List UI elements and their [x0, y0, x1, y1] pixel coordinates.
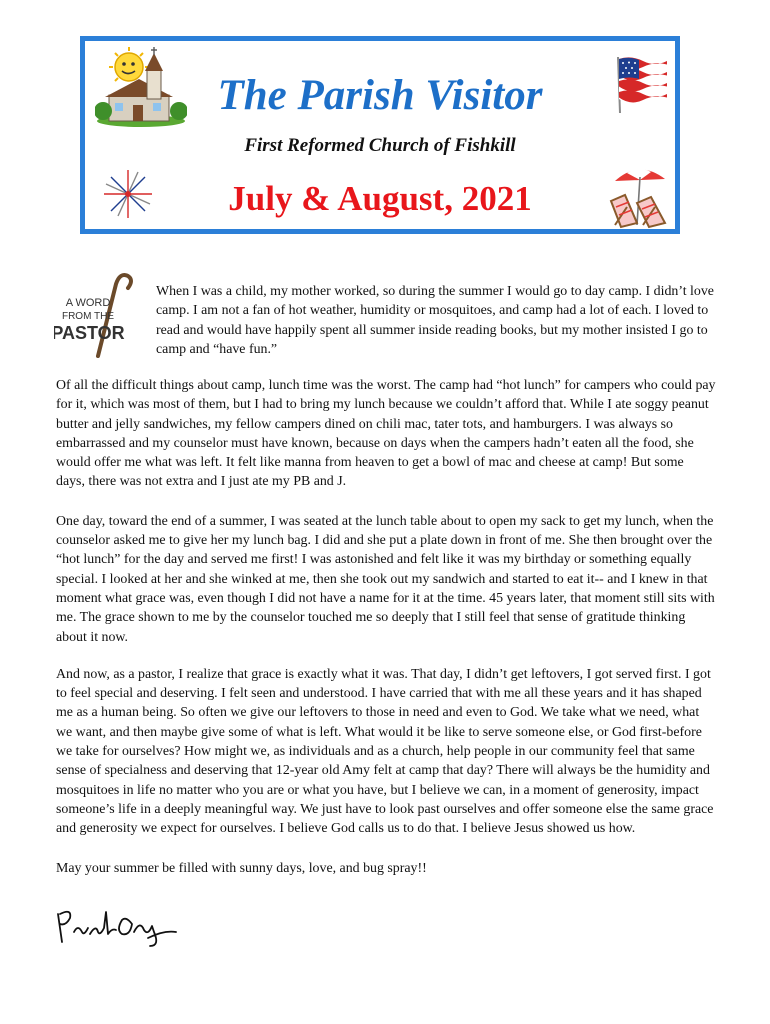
- newsletter-header: [80, 36, 680, 234]
- paragraph-2: One day, toward the end of a summer, I was seated at the lunch table about to open my sack to get my lunch, when the counselor asked me to give her my lunch bag. I did and she put a plate down in front of me. She then brought over the “hot lunch” for the day and served me first! I was astonished and felt like it was my birthday or something equally special. I looked at her and she winked at me, then she took out my sandwich and started to eat it-- and I knew in that moment what grace was, even though I did not have a name for it at the time. 45 years later, that moment still sits with me. The grace shown to me by the counselor touched me so deeply that I still feel that sense of gratitude thinking about it now.: [56, 513, 715, 645]
- letter-body: [56, 376, 716, 898]
- pastor-logo-line-2: FROM THE: [61, 311, 115, 322]
- pastor-signature: [52, 906, 182, 955]
- newsletter-title: The Parish Visitor: [217, 72, 543, 119]
- paragraph-1: Of all the difficult things about camp, lunch time was the worst. The camp had “hot lunch” for campers who could pay for it, which was most of them, but I had to bring my lunch because we couldn’t afford that. While I ate soggy peanut butter and jelly sandwiches, my fellow campers dined on chili mac, tater tots, and hamburgers. I was always so embarrassed and my counselor must have known, because on days when the campers hadn’t eaten all the food, she would offer me what was left. It felt like manna from heaven to get a bowl of mac and cheese at camp! But some days, there was not extra and I just ate my PB and J.: [56, 378, 716, 490]
- paragraph-3: And now, as a pastor, I realize that grace is exactly what it was. That day, I didn’t get leftovers, I got served first. I got to feel special and deserving. I felt seen and understood. I have carried that with me all these years and it has shaped me as a human being. So often we give our leftovers to those in need and even to God. We take what we need, what we want, and then maybe give some of what is left. What would it be like to serve someone else, or God first-before we take for ourselves? How might we, as individuals and as a church, help people in our community feel that same sense of specialness and deserving that 12-year old Amy felt at camp that day? There will always be the humidity and mosquitoes in life no matter who you are or what you have, but I believe we can, in a moment of generosity, impact someone’s life in a deeply meaningful way. We just have to look past ourselves and offer someone else the same grace and generosity we expect for ourselves. I believe God calls us to do that. I believe Jesus showed us how.: [56, 666, 714, 837]
- intro-paragraph: When I was a child, my mother worked, so during the summer I would go to day camp. I didn’t love camp. I am not a fan of hot weather, humidity or mosquitoes, and camp had a lot of each. I loved to read and would have happily spent all summer inside reading books, but my mother insisted I go to camp and “have fun.”: [156, 284, 714, 357]
- word-from-the-pastor-logo: [54, 270, 136, 358]
- church-name: First Reformed Church of Fishkill: [244, 135, 516, 156]
- issue-date: July & August, 2021: [228, 179, 532, 218]
- closing-line: May your summer be filled with sunny days, love, and bug spray!!: [56, 860, 427, 876]
- pastor-logo-line-1: A WORD: [65, 297, 111, 309]
- pastor-logo-line-3: PASTOR: [54, 323, 125, 343]
